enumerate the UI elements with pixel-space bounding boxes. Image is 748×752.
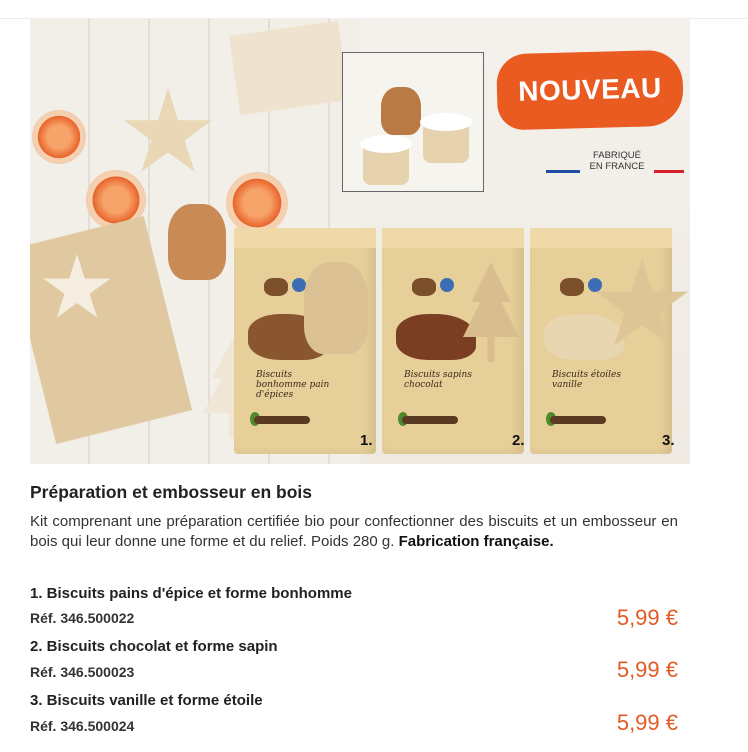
item-price-3: 5,99 € xyxy=(616,710,678,735)
product-bag-3 xyxy=(530,228,672,454)
flag-red-stripe xyxy=(654,170,684,173)
brand-signature xyxy=(402,416,458,424)
page-top-border xyxy=(0,0,748,19)
brand-logo-icon xyxy=(588,278,602,292)
orange-slice-image xyxy=(226,172,288,234)
inset-photo xyxy=(342,52,484,192)
gingerbread-cookie-image xyxy=(168,204,226,280)
description-text: Kit comprenant une préparation certifiée bio pour confectionner des biscuits et un embosseur en bois qui leur donne une forme et du relief. Poids 280 g. xyxy=(30,513,678,550)
product-bag-2 xyxy=(382,228,524,454)
brand-signature xyxy=(254,416,310,424)
bag-label: Biscuits sapins chocolat xyxy=(404,370,472,390)
product-description xyxy=(30,512,678,552)
cookie-image xyxy=(544,314,624,360)
brand-logo-icon xyxy=(412,278,436,296)
item-price-1: 5,99 € xyxy=(616,605,678,630)
flag-blue-stripe xyxy=(546,170,580,173)
orange-slice-image xyxy=(32,110,86,164)
gingerbread-cutter-image xyxy=(304,262,368,354)
item-ref-1: Réf. 346.500022 xyxy=(30,610,135,626)
brand-logo-icon xyxy=(560,278,584,296)
brand-logo-icon xyxy=(264,278,288,296)
bag-number-2: 2. xyxy=(512,432,525,449)
made-in-france-line2: EN FRANCE xyxy=(589,161,645,172)
description-bold-text: Fabrication française. xyxy=(398,533,554,550)
item-ref-2: Réf. 346.500023 xyxy=(30,664,135,680)
paper-image xyxy=(229,21,349,116)
bag-number-1: 1. xyxy=(360,432,373,449)
gingerbread-cookie-image xyxy=(381,87,421,135)
bag-number-3: 3. xyxy=(662,432,675,449)
item-ref-3: Réf. 346.500024 xyxy=(30,718,135,734)
item-price-2: 5,99 € xyxy=(616,657,678,682)
new-badge: NOUVEAU xyxy=(496,50,684,131)
bag-label: Biscuits bonhomme pain d'épices xyxy=(256,370,330,400)
made-in-france-line1: FABRIQUÉ xyxy=(592,150,642,161)
made-in-france-label xyxy=(582,150,652,172)
cupcake-frosting-image xyxy=(420,113,472,131)
item-name-1: 1. Biscuits pains d'épice et forme bonhomme xyxy=(30,585,352,602)
brand-logo-icon xyxy=(440,278,454,292)
bag-label: Biscuits étoiles vanille xyxy=(552,370,621,390)
product-title: Préparation et embosseur en bois xyxy=(30,482,313,502)
item-name-3: 3. Biscuits vanille et forme étoile xyxy=(30,692,263,709)
item-name-2: 2. Biscuits chocolat et forme sapin xyxy=(30,638,278,655)
brand-signature xyxy=(550,416,606,424)
cupcake-frosting-image xyxy=(360,135,412,153)
